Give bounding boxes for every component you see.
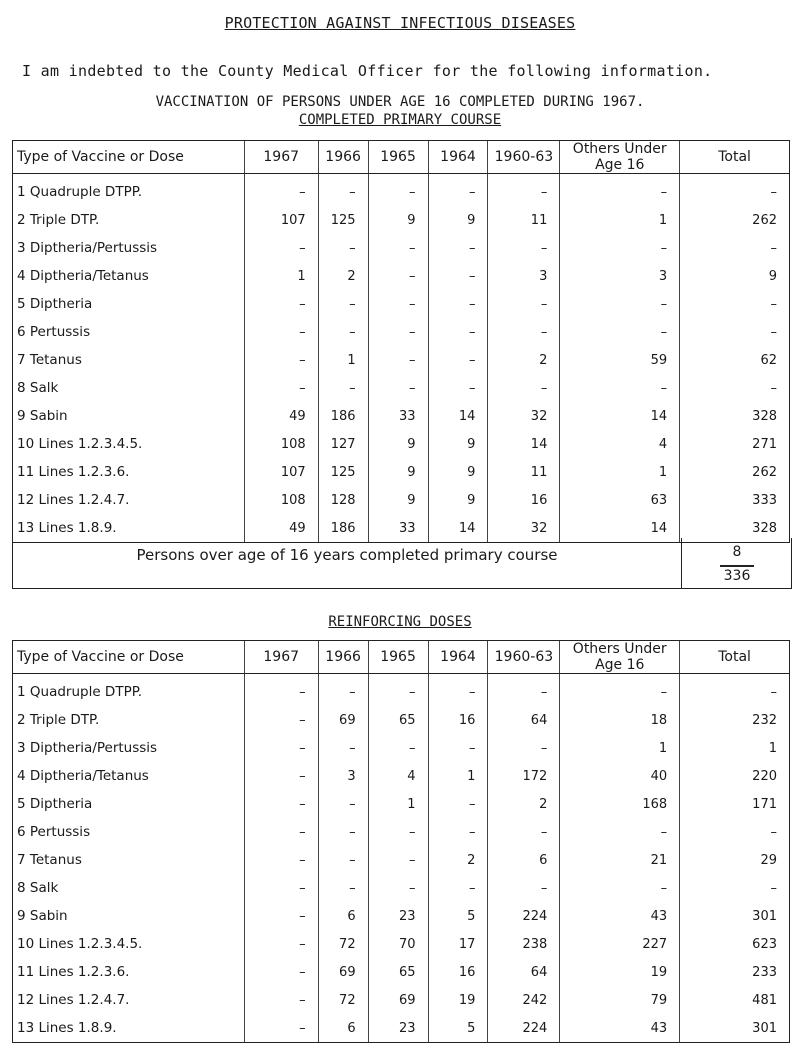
header-1967: 1967 (244, 141, 318, 174)
cell-1967: 49 (244, 402, 318, 430)
cell-1965: 9 (368, 458, 428, 486)
cell-1960-63: – (488, 318, 560, 346)
cell-1960-63: 238 (488, 930, 560, 958)
table-row (13, 706, 790, 734)
cell-1960-63: 242 (488, 986, 560, 1014)
cell-vaccine-type: 6 Pertussis (13, 318, 245, 346)
table-row (13, 402, 790, 430)
cell-others-under-16: – (560, 234, 680, 262)
cell-total: – (680, 174, 790, 207)
cell-total: 301 (680, 1014, 790, 1043)
cell-vaccine-type: 8 Salk (13, 374, 245, 402)
cell-vaccine-type: 7 Tetanus (13, 346, 245, 374)
table-row (13, 1014, 790, 1043)
table-row (13, 846, 790, 874)
cell-others-under-16: 43 (560, 902, 680, 930)
cell-1966: – (318, 874, 368, 902)
cell-vaccine-type: 9 Sabin (13, 902, 245, 930)
cell-vaccine-type: 1 Quadruple DTPP. (13, 674, 245, 707)
cell-1965: – (368, 846, 428, 874)
header-1965: 1965 (368, 641, 428, 674)
cell-vaccine-type: 3 Diptheria/Pertussis (13, 734, 245, 762)
header-1964: 1964 (428, 641, 488, 674)
cell-1966: 72 (318, 930, 368, 958)
cell-1966: 69 (318, 958, 368, 986)
cell-1960-63: – (488, 874, 560, 902)
header-1964: 1964 (428, 141, 488, 174)
cell-total: 233 (680, 958, 790, 986)
cell-1965: 65 (368, 706, 428, 734)
cell-1966: 1 (318, 346, 368, 374)
cell-1964: – (428, 234, 488, 262)
cell-1960-63: 3 (488, 262, 560, 290)
cell-others-under-16: 18 (560, 706, 680, 734)
cell-1966: 6 (318, 1014, 368, 1043)
cell-1966: 3 (318, 762, 368, 790)
table-row (13, 818, 790, 846)
table-row (13, 674, 790, 707)
table-row (13, 874, 790, 902)
cell-1960-63: 32 (488, 402, 560, 430)
cell-1965: – (368, 318, 428, 346)
cell-1965: – (368, 874, 428, 902)
cell-1966: – (318, 818, 368, 846)
cell-1967: – (244, 734, 318, 762)
cell-1960-63: 224 (488, 902, 560, 930)
cell-vaccine-type: 5 Diptheria (13, 290, 245, 318)
table-row (13, 290, 790, 318)
cell-1966: – (318, 318, 368, 346)
cell-1965: 65 (368, 958, 428, 986)
cell-1964: 2 (428, 846, 488, 874)
cell-total: – (680, 318, 790, 346)
cell-vaccine-type: 11 Lines 1.2.3.6. (13, 958, 245, 986)
header-1965: 1965 (368, 141, 428, 174)
table-row (13, 234, 790, 262)
table-row (13, 174, 790, 207)
cell-1965: 9 (368, 430, 428, 458)
cell-1964: 9 (428, 458, 488, 486)
cell-1964: 9 (428, 486, 488, 514)
cell-others-under-16: – (560, 674, 680, 707)
cell-1967: – (244, 930, 318, 958)
cell-others-under-16: 168 (560, 790, 680, 818)
table-row (13, 790, 790, 818)
cell-1960-63: – (488, 734, 560, 762)
section1-title: VACCINATION OF PERSONS UNDER AGE 16 COMPLETED DURING 1967. (155, 94, 645, 110)
cell-vaccine-type: 5 Diptheria (13, 790, 245, 818)
table-row (13, 734, 790, 762)
cell-1964: 19 (428, 986, 488, 1014)
cell-total: 220 (680, 762, 790, 790)
cell-1967: 108 (244, 486, 318, 514)
cell-1960-63: 11 (488, 458, 560, 486)
cell-vaccine-type: 13 Lines 1.8.9. (13, 514, 245, 543)
cell-1966: – (318, 734, 368, 762)
cell-total: – (680, 674, 790, 707)
cell-1960-63: 14 (488, 430, 560, 458)
cell-1966: – (318, 674, 368, 707)
header-1966: 1966 (318, 641, 368, 674)
table-row (13, 902, 790, 930)
cell-vaccine-type: 4 Diptheria/Tetanus (13, 262, 245, 290)
cell-others-under-16: 63 (560, 486, 680, 514)
header-vaccine-type: Type of Vaccine or Dose (13, 141, 245, 174)
cell-1965: 33 (368, 514, 428, 543)
cell-1964: 16 (428, 706, 488, 734)
section1-subtitle: COMPLETED PRIMARY COURSE (298, 112, 502, 128)
cell-total: 1 (680, 734, 790, 762)
cell-1960-63: – (488, 234, 560, 262)
page-title: PROTECTION AGAINST INFECTIOUS DISEASES (224, 14, 576, 32)
cell-others-under-16: 40 (560, 762, 680, 790)
cell-1965: 9 (368, 486, 428, 514)
cell-1967: 1 (244, 262, 318, 290)
cell-1964: – (428, 818, 488, 846)
cell-vaccine-type: 10 Lines 1.2.3.4.5. (13, 930, 245, 958)
cell-1967: – (244, 762, 318, 790)
cell-1964: 5 (428, 902, 488, 930)
summary-grand-total: 336 (723, 568, 751, 584)
cell-1964: 9 (428, 206, 488, 234)
cell-1964: – (428, 290, 488, 318)
section2-title: REINFORCING DOSES (328, 614, 472, 630)
cell-1964: – (428, 318, 488, 346)
cell-1966: 125 (318, 206, 368, 234)
cell-others-under-16: – (560, 818, 680, 846)
cell-1967: 107 (244, 458, 318, 486)
cell-1965: 1 (368, 790, 428, 818)
cell-1960-63: 2 (488, 790, 560, 818)
table-row (13, 262, 790, 290)
cell-1967: – (244, 986, 318, 1014)
table-row (13, 318, 790, 346)
cell-others-under-16: 43 (560, 1014, 680, 1043)
cell-1960-63: – (488, 674, 560, 707)
cell-1960-63: – (488, 174, 560, 207)
table-header-row (13, 141, 790, 174)
cell-1965: 70 (368, 930, 428, 958)
cell-1960-63: 64 (488, 958, 560, 986)
cell-1966: – (318, 174, 368, 207)
cell-others-under-16: 79 (560, 986, 680, 1014)
header-others-under-16: Others Under Age 16 (560, 141, 680, 174)
cell-vaccine-type: 10 Lines 1.2.3.4.5. (13, 430, 245, 458)
cell-vaccine-type: 12 Lines 1.2.4.7. (13, 986, 245, 1014)
cell-1967: – (244, 874, 318, 902)
cell-vaccine-type: 1 Quadruple DTPP. (13, 174, 245, 207)
table-row (13, 206, 790, 234)
cell-others-under-16: 1 (560, 734, 680, 762)
cell-1964: 9 (428, 430, 488, 458)
table-header-row (13, 641, 790, 674)
cell-1964: – (428, 262, 488, 290)
cell-1967: – (244, 290, 318, 318)
cell-1967: – (244, 790, 318, 818)
cell-1964: – (428, 790, 488, 818)
cell-others-under-16: – (560, 318, 680, 346)
cell-1966: – (318, 790, 368, 818)
cell-1965: – (368, 174, 428, 207)
table-row (13, 430, 790, 458)
cell-1967: – (244, 234, 318, 262)
cell-vaccine-type: 7 Tetanus (13, 846, 245, 874)
cell-vaccine-type: 9 Sabin (13, 402, 245, 430)
cell-others-under-16: 227 (560, 930, 680, 958)
header-1966: 1966 (318, 141, 368, 174)
cell-1966: 6 (318, 902, 368, 930)
cell-1966: 125 (318, 458, 368, 486)
cell-total: – (680, 290, 790, 318)
reinforcing-doses-table (12, 640, 790, 1043)
cell-1960-63: 64 (488, 706, 560, 734)
cell-total: – (680, 374, 790, 402)
cell-1960-63: 32 (488, 514, 560, 543)
table-row (13, 762, 790, 790)
cell-others-under-16: 14 (560, 402, 680, 430)
cell-1960-63: 224 (488, 1014, 560, 1043)
header-others-under-16: Others Under Age 16 (560, 641, 680, 674)
cell-vaccine-type: 3 Diptheria/Pertussis (13, 234, 245, 262)
summary-total-box (681, 538, 792, 588)
summary-text: Persons over age of 16 years completed primary course (136, 546, 558, 564)
header-vaccine-type: Type of Vaccine or Dose (13, 641, 245, 674)
header-1960-63: 1960-63 (488, 141, 560, 174)
cell-total: 62 (680, 346, 790, 374)
cell-1967: – (244, 1014, 318, 1043)
header-1967: 1967 (244, 641, 318, 674)
cell-vaccine-type: 2 Triple DTP. (13, 206, 245, 234)
cell-vaccine-type: 12 Lines 1.2.4.7. (13, 486, 245, 514)
table-row (13, 486, 790, 514)
cell-total: 301 (680, 902, 790, 930)
cell-1965: 23 (368, 1014, 428, 1043)
cell-1960-63: 11 (488, 206, 560, 234)
cell-others-under-16: 19 (560, 958, 680, 986)
cell-total: – (680, 818, 790, 846)
cell-others-under-16: 4 (560, 430, 680, 458)
cell-1965: – (368, 346, 428, 374)
cell-total: 232 (680, 706, 790, 734)
cell-1964: 14 (428, 402, 488, 430)
cell-1964: – (428, 674, 488, 707)
cell-1966: 128 (318, 486, 368, 514)
primary-course-table (12, 140, 790, 543)
table-row (13, 958, 790, 986)
cell-total: 171 (680, 790, 790, 818)
cell-1967: 49 (244, 514, 318, 543)
summary-sum-line (720, 565, 754, 567)
cell-1965: – (368, 290, 428, 318)
cell-1964: – (428, 374, 488, 402)
cell-1964: 17 (428, 930, 488, 958)
cell-1964: – (428, 346, 488, 374)
cell-1967: – (244, 346, 318, 374)
cell-others-under-16: 1 (560, 458, 680, 486)
intro-paragraph: I am indebted to the County Medical Officer for the following information. (22, 62, 713, 80)
summary-persons-over-16: 8 (732, 544, 742, 560)
cell-1960-63: – (488, 374, 560, 402)
cell-1966: – (318, 846, 368, 874)
cell-others-under-16: – (560, 374, 680, 402)
cell-total: – (680, 234, 790, 262)
primary-summary (12, 538, 792, 589)
cell-1964: 5 (428, 1014, 488, 1043)
cell-1965: 23 (368, 902, 428, 930)
cell-vaccine-type: 4 Diptheria/Tetanus (13, 762, 245, 790)
cell-total: 333 (680, 486, 790, 514)
cell-total: 9 (680, 262, 790, 290)
cell-1960-63: – (488, 290, 560, 318)
cell-1966: – (318, 374, 368, 402)
cell-1965: 4 (368, 762, 428, 790)
cell-1967: – (244, 674, 318, 707)
cell-total: 271 (680, 430, 790, 458)
cell-1960-63: 172 (488, 762, 560, 790)
table-row (13, 458, 790, 486)
cell-1966: 186 (318, 402, 368, 430)
cell-1964: 16 (428, 958, 488, 986)
cell-1966: 72 (318, 986, 368, 1014)
cell-1967: – (244, 846, 318, 874)
table-row (13, 374, 790, 402)
cell-vaccine-type: 2 Triple DTP. (13, 706, 245, 734)
cell-1964: – (428, 734, 488, 762)
cell-1966: – (318, 290, 368, 318)
cell-1960-63: 2 (488, 346, 560, 374)
cell-others-under-16: 59 (560, 346, 680, 374)
cell-1967: – (244, 374, 318, 402)
cell-total: 481 (680, 986, 790, 1014)
cell-1965: – (368, 374, 428, 402)
cell-1965: – (368, 234, 428, 262)
cell-1964: – (428, 174, 488, 207)
cell-1967: – (244, 174, 318, 207)
cell-1965: 33 (368, 402, 428, 430)
cell-1960-63: – (488, 818, 560, 846)
cell-1966: 127 (318, 430, 368, 458)
table-row (13, 346, 790, 374)
cell-1960-63: 16 (488, 486, 560, 514)
cell-others-under-16: 14 (560, 514, 680, 543)
cell-1965: – (368, 818, 428, 846)
cell-1965: – (368, 674, 428, 707)
cell-vaccine-type: 11 Lines 1.2.3.6. (13, 458, 245, 486)
cell-vaccine-type: 8 Salk (13, 874, 245, 902)
cell-1965: 69 (368, 986, 428, 1014)
cell-1966: – (318, 234, 368, 262)
cell-vaccine-type: 13 Lines 1.8.9. (13, 1014, 245, 1043)
cell-others-under-16: – (560, 290, 680, 318)
cell-1965: – (368, 734, 428, 762)
cell-1965: – (368, 262, 428, 290)
cell-1967: – (244, 818, 318, 846)
cell-others-under-16: 3 (560, 262, 680, 290)
cell-1967: 107 (244, 206, 318, 234)
table-row (13, 986, 790, 1014)
cell-total: 328 (680, 514, 790, 543)
cell-others-under-16: 1 (560, 206, 680, 234)
cell-vaccine-type: 6 Pertussis (13, 818, 245, 846)
cell-others-under-16: – (560, 174, 680, 207)
cell-1967: – (244, 706, 318, 734)
cell-others-under-16: – (560, 874, 680, 902)
cell-total: 623 (680, 930, 790, 958)
cell-others-under-16: 21 (560, 846, 680, 874)
cell-total: 262 (680, 458, 790, 486)
cell-1966: 186 (318, 514, 368, 543)
cell-1967: – (244, 902, 318, 930)
cell-1966: 69 (318, 706, 368, 734)
cell-1960-63: 6 (488, 846, 560, 874)
table-row (13, 930, 790, 958)
cell-total: 29 (680, 846, 790, 874)
cell-total: 328 (680, 402, 790, 430)
cell-1967: – (244, 318, 318, 346)
cell-1964: 1 (428, 762, 488, 790)
header-1960-63: 1960-63 (488, 641, 560, 674)
cell-1965: 9 (368, 206, 428, 234)
cell-total: – (680, 874, 790, 902)
cell-1966: 2 (318, 262, 368, 290)
cell-1967: 108 (244, 430, 318, 458)
cell-total: 262 (680, 206, 790, 234)
cell-1967: – (244, 958, 318, 986)
header-total: Total (680, 641, 790, 674)
cell-1964: – (428, 874, 488, 902)
header-total: Total (680, 141, 790, 174)
cell-1964: 14 (428, 514, 488, 543)
